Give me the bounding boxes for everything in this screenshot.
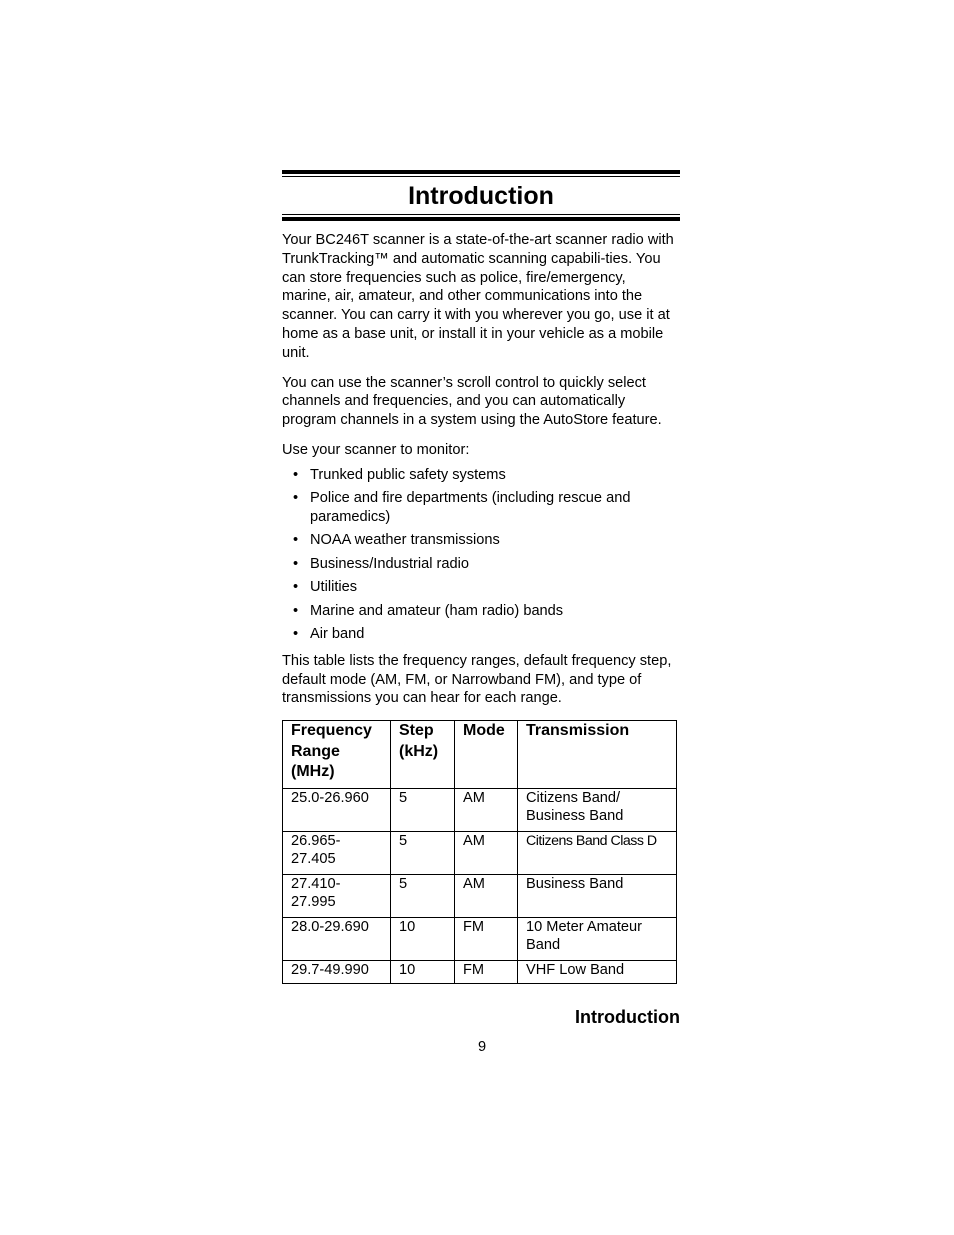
list-item-text: NOAA weather transmissions [310,532,500,549]
footer-section-title: Introduction [575,1007,680,1027]
cell-step: 5 [391,874,455,917]
bullet-icon: • [293,625,299,642]
list-item-text: Utilities [310,579,358,596]
list-item [282,578,680,597]
list-item-text: Air band [310,625,365,642]
list-item [282,555,680,574]
table-row [283,788,677,831]
table-row [283,874,677,917]
cell-transmission: 10 Meter Amateur Band [518,917,677,960]
page-title: Introduction [408,182,554,210]
cell-mode: AM [455,831,518,874]
table-row [283,917,677,960]
cell-frequency: 29.7-49.990 [283,960,391,983]
list-item [282,489,680,527]
table-row [283,960,677,983]
list-item [282,531,680,550]
frequency-table [282,720,677,984]
page-number: 9 [477,1039,487,1055]
table-intro-paragraph: This table lists the frequency ranges, default frequency step, default mode (AM, FM, or Narrowband FM), and type of transmissions you can hear for each range. [282,652,672,707]
cell-step: 5 [391,788,455,831]
bullet-icon: • [293,602,299,619]
list-item-text: Police and fire departments (including rescue and paramedics) [310,490,631,525]
bottom-rule-thick [282,217,680,221]
cell-mode: FM [455,960,518,983]
scroll-control-paragraph: You can use the scanner’s scroll control to quickly select channels and frequencies, and you can automatically program channels in a system using the AutoStore feature. [282,374,662,429]
header-step: Step (kHz) [391,721,455,789]
cell-transmission: Citizens Band/ Business Band [518,788,677,831]
list-item-text: Business/Industrial radio [310,555,469,572]
bullet-icon: • [293,490,299,507]
cell-mode: AM [455,788,518,831]
header-frequency-range: Frequency Range (MHz) [283,721,391,789]
list-item [282,602,680,621]
table-header-row [283,721,677,789]
cell-frequency: 26.965-27.405 [283,831,391,874]
cell-frequency: 27.410-27.995 [283,874,391,917]
cell-mode: FM [455,917,518,960]
header-transmission: Transmission [518,721,677,789]
bullet-icon: • [293,466,299,483]
monitor-intro: Use your scanner to monitor: [282,441,470,458]
bullet-icon: • [293,555,299,572]
cell-transmission: VHF Low Band [518,960,677,983]
cell-frequency: 28.0-29.690 [283,917,391,960]
bullet-icon: • [293,579,299,596]
intro-paragraph: Your BC246T scanner is a state-of-the-art scanner radio with TrunkTracking™ and automatic scanning capabili-ties. You can store frequencies such as police, fire/emergency, marine, air, amateur, and other communications into the scanner. You can carry it with you wherever you go, use it at home as a base unit, or install it in your vehicle as a mobile unit. [282,232,674,361]
header-mode: Mode [455,721,518,789]
list-item-text: Marine and amateur (ham radio) bands [310,602,564,619]
monitor-list [282,466,680,644]
cell-transmission: Citizens Band Class D [518,831,677,874]
cell-step: 10 [391,960,455,983]
cell-mode: AM [455,874,518,917]
table-row [283,831,677,874]
top-rule-thin [282,176,680,177]
manual-page [282,170,680,1055]
cell-frequency: 25.0-26.960 [283,788,391,831]
list-item [282,466,680,485]
list-item-text: Trunked public safety systems [310,466,506,483]
bullet-icon: • [293,532,299,549]
cell-step: 5 [391,831,455,874]
list-item [282,625,680,644]
cell-transmission: Business Band [518,874,677,917]
cell-step: 10 [391,917,455,960]
